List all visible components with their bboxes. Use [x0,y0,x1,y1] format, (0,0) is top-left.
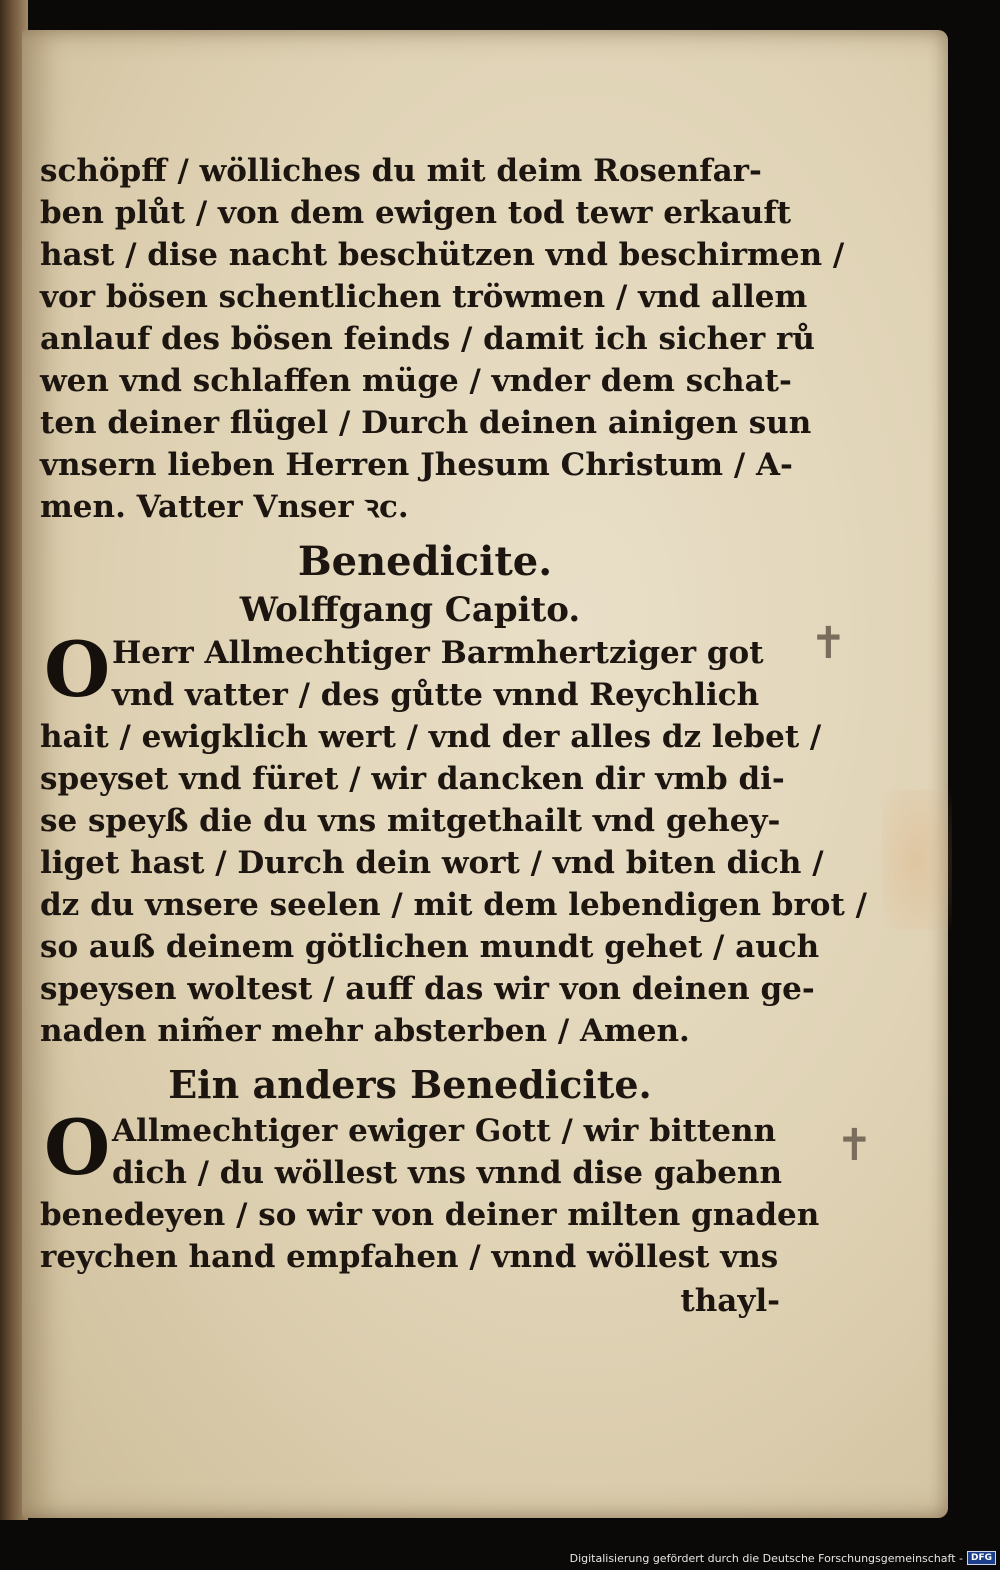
text-line: wen vnd schlaffen müge / vnder dem schat- [40,363,792,399]
text-line: vnd vatter / des gůtte vnnd Reychlich [112,677,760,713]
text-line: anlauf des bösen feinds / damit ich sicher rů [40,321,815,357]
text-line: so auß deinem götlichen mundt gehet / auch [40,929,820,965]
text-line: dich / du wöllest vns vnnd dise gabenn [112,1155,782,1191]
text-line: reychen hand empfahen / vnnd wöllest vns [40,1239,779,1275]
text-line: ten deiner flügel / Durch deinen ainigen sun [40,405,812,441]
prayer-ending [40,150,845,528]
text-line: benedeyen / so wir von deiner milten gnaden [40,1197,820,1233]
text-line: ben plůt / von dem ewigen tod tewr erkauft [40,195,792,231]
margin-mark-cross: ✝ [810,618,847,669]
section-heading: Ein anders Benedicite. [168,1062,652,1107]
text-line: Allmechtiger ewiger Gott / wir bittenn [112,1113,777,1149]
drop-initial: O [44,1103,111,1192]
dfg-logo: DFG [967,1551,996,1565]
text-line: speysen woltest / auff das wir von deinen ge- [40,971,815,1007]
text-line: naden nim̃er mehr absterben / Amen. [40,1013,690,1049]
text-line: vnsern lieben Herren Jhesum Christum / A- [40,447,793,483]
second-benedicite-prayer [40,1103,820,1278]
text-line: se speyß die du vns mitgethailt vnd gehey- [40,803,781,839]
page-text [40,150,867,1322]
catchword: thayl- [680,1283,780,1319]
text-line: Herr Allmechtiger Barmhertziger got [112,635,764,671]
paper-stain [882,790,952,930]
credit-text: Digitalisierung gefördert durch die Deutsche Forschungsgemeinschaft - [569,1551,963,1565]
margin-mark-cross: ✝ [836,1120,873,1171]
text-line: vor bösen schentlichen tröwmen / vnd allem [40,279,808,315]
section-heading: Benedicite. [297,538,553,585]
digitization-credit [570,1550,996,1566]
text-line: schöpff / wölliches du mit deim Rosenfar- [40,153,762,189]
text-line: speyset vnd füret / wir dancken dir vmb di- [40,761,785,797]
section-author: Wolffgang Capito. [239,590,581,630]
text-line: men. Vatter Vnser ꝛc. [40,489,409,525]
text-line: hast / dise nacht beschützen vnd beschirmen / [40,237,845,273]
text-line: dz du vnsere seelen / mit dem lebendigen brot / [40,887,867,923]
benedicite-prayer [40,625,867,1052]
drop-initial: O [44,625,111,714]
text-line: hait / ewigklich wert / vnd der alles dz lebet / [40,719,822,755]
text-line: liget hast / Durch dein wort / vnd biten dich / [40,845,824,881]
